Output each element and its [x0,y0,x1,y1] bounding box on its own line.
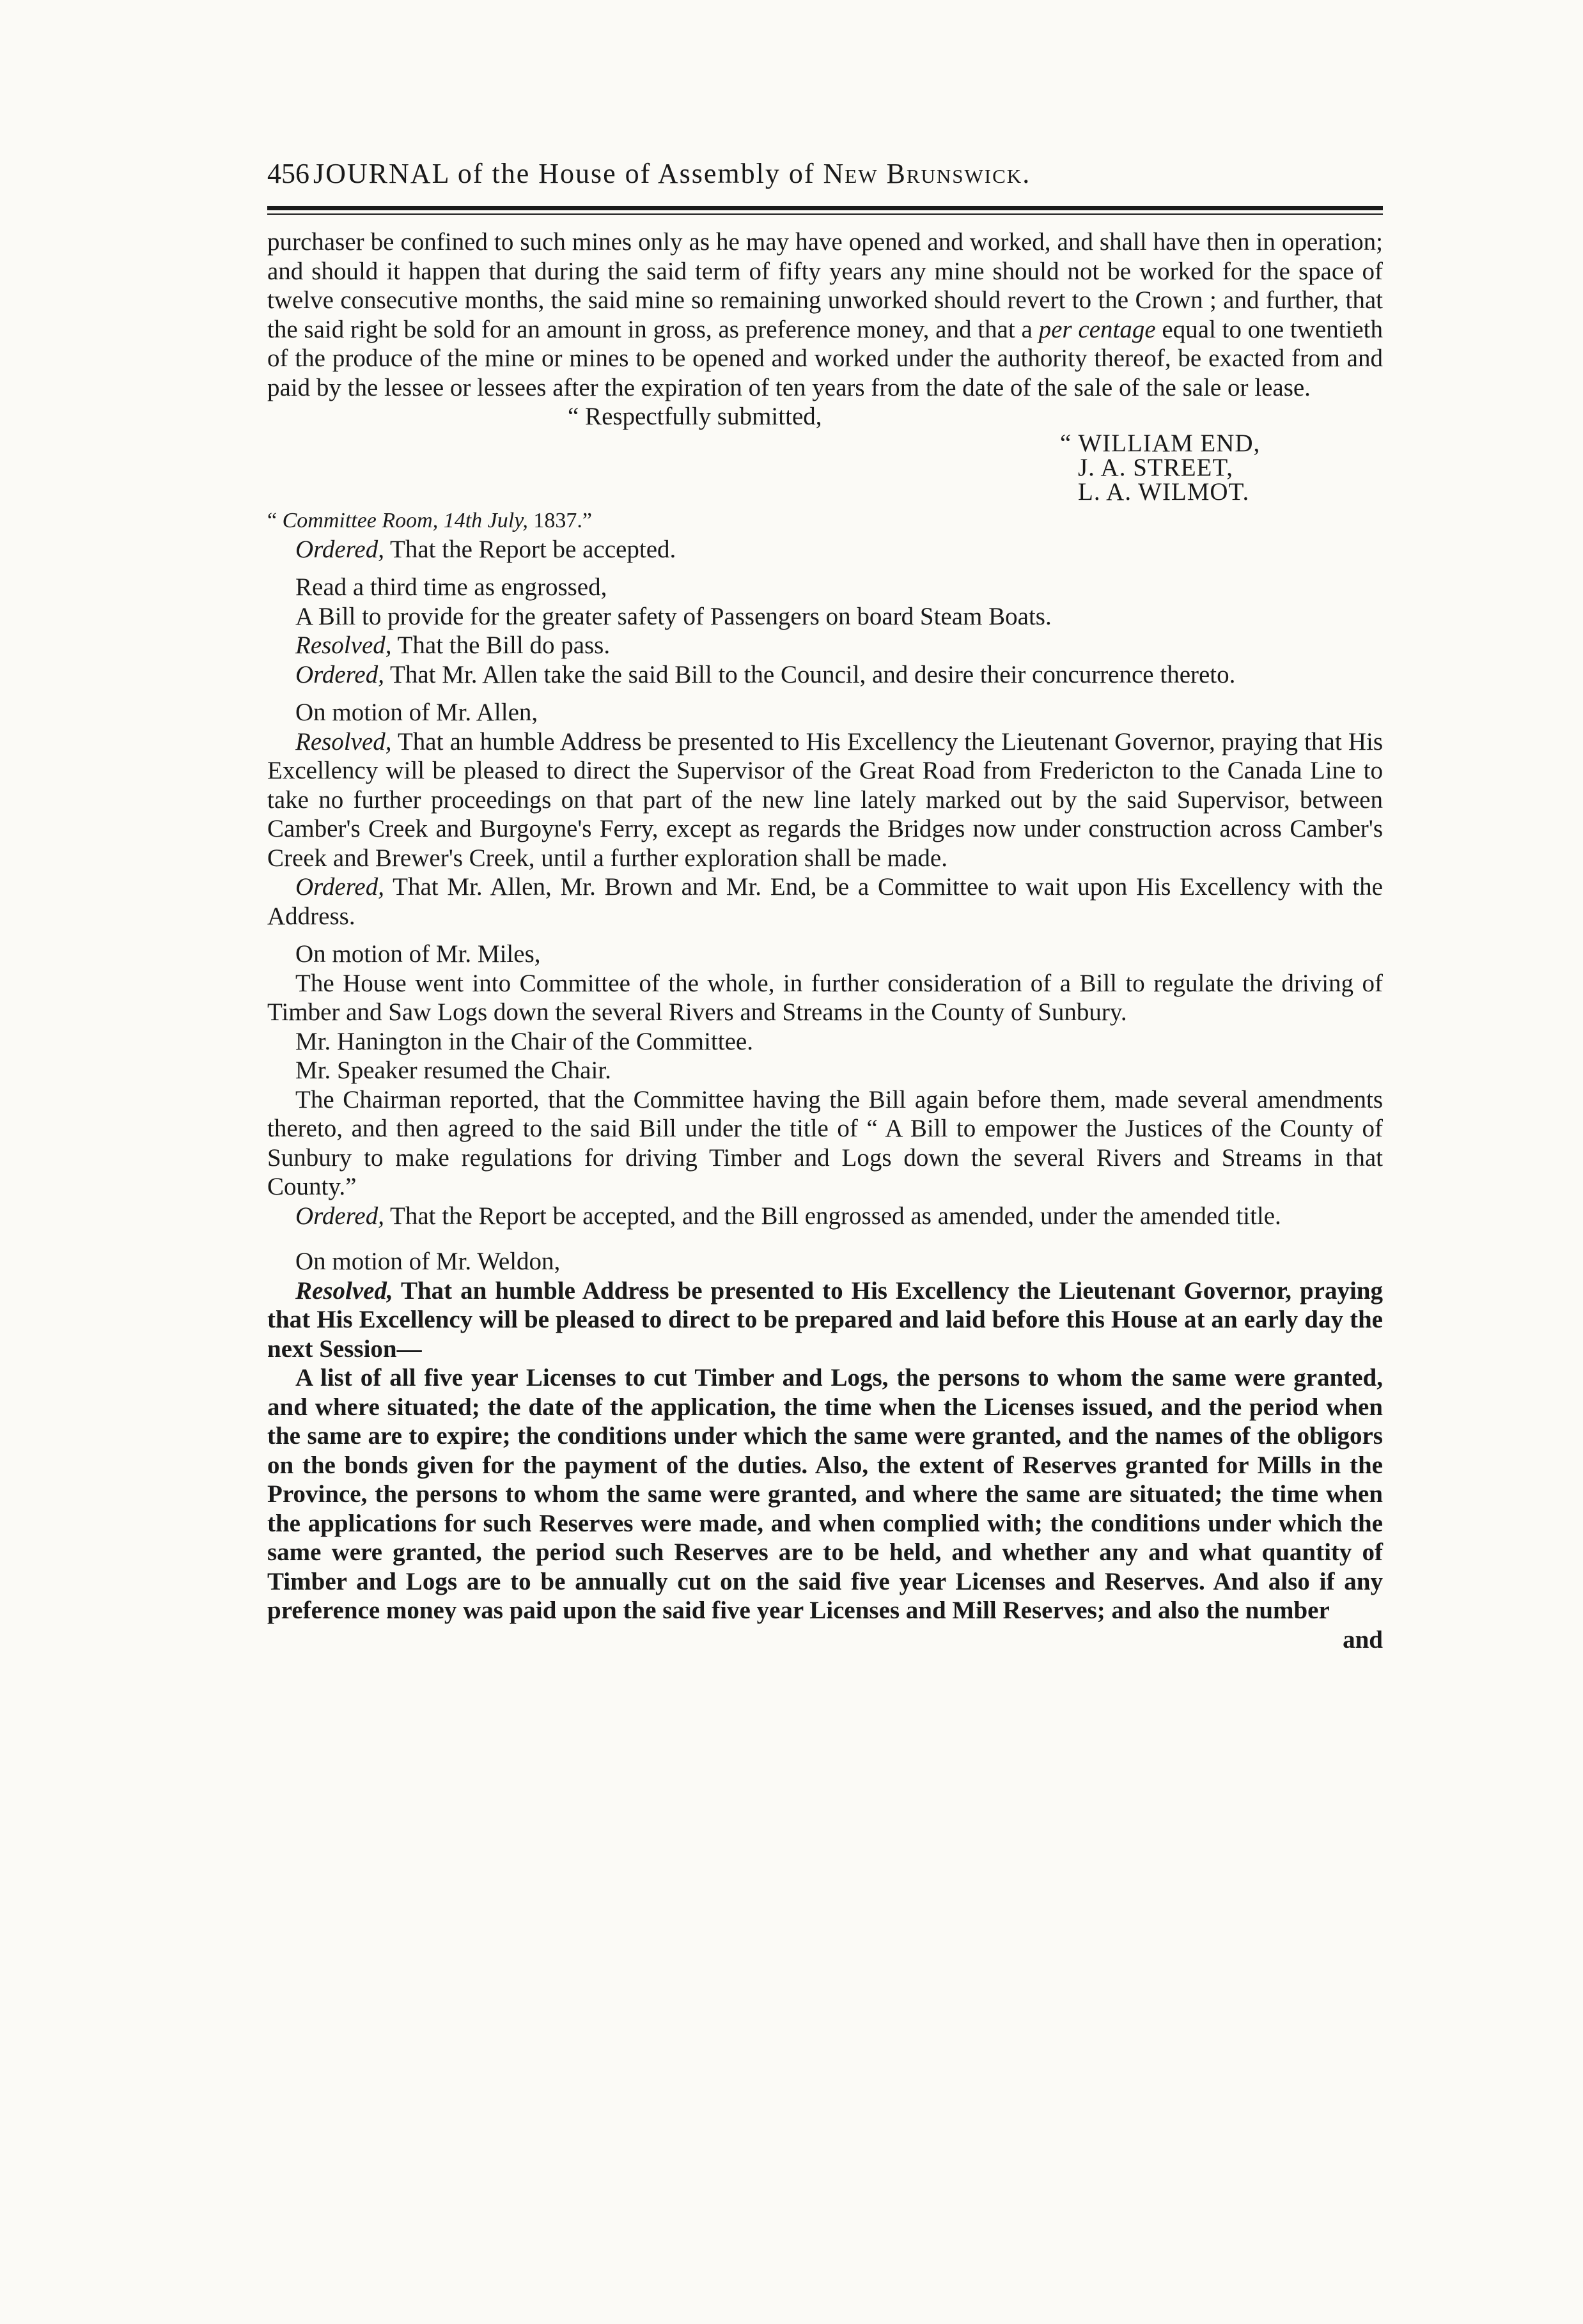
dateline [267,507,1383,535]
running-title-prefix: JOURNAL of the House of Assembly of [313,158,823,189]
paragraph-committee-whole: The House went into Committee of the whole, in further consideration of a Bill to regulate the driving of Timber and Saw Logs down the several Rivers and Streams in the County of Sunbury. [267,969,1383,1026]
paragraph-text: That the Report be accepted. [384,535,676,563]
signatory-street: J. A. STREET, [1078,453,1234,481]
resolved-label: Resolved, [295,631,392,659]
page-number: 456 [267,158,309,189]
ordered-label: Ordered, [295,1202,384,1230]
paragraph-licenses-list: A list of all five year Licenses to cut Timber and Logs, the persons to whom the same were granted, and where situated; the date of the application, the time when the Licenses issued, and the period when the same are to expire; the conditions under which the same were granted, and the names of the obligors on the bonds given for the payment of the duties. Also, the extent of Reserves granted for Mills in the Province, the persons to whom the same were granted, and where the same are situated; the time when the applications for such Reserves were made, and when complied with; the conditions under which the same were granted, the period such Reserves are to be held, and whether any and what quantity of Timber and Logs are to be annually cut on the said five year Licenses and Reserves. And also if any preference money was paid upon the said five year Licenses and Mill Reserves; and also the number [267,1364,1383,1624]
ordered-label: Ordered, [295,535,384,563]
ordered-label: Ordered, [295,660,384,688]
paragraph-ordered-engrossed [267,1202,1383,1231]
signoff: “ Respectfully submitted, [568,403,822,430]
header-rule-thin [267,213,1383,215]
journal-page [267,157,1383,1654]
ordered-label: Ordered, [295,873,384,901]
paragraph-text: equal to one twentieth of the produce of the mine or mines to be opened and worked under the authority thereof, be exacted from and paid by the lessee or lessees after the expiration of ten years from the date of the sale of the sale or lease. [267,315,1384,401]
running-title [313,157,1031,190]
catchword: and [1343,1625,1383,1654]
paragraph-motion-allen: On motion of Mr. Allen, [295,699,538,726]
paragraph-steam-boats-bill: A Bill to provide for the greater safety of Passengers on board Steam Boats. [295,602,1052,630]
resolved-label: Resolved, [295,727,392,755]
paragraph-text: That the Bill do pass. [391,631,611,659]
paragraph-text: That an humble Address be presented to His Excellency the Lieutenant Governor, praying that His Excellency will be pleased to direct the Supervisor of the Great Road from Fredericton to the Canada Line to take no further proceedings on that part of the new line lately marked out by the said Supervisor, between Camber's Creek and Burgoyne's Ferry, except as regards the Bridges now under construction across Camber's Creek and Brewer's Creek, until a further exploration shall be made. [267,727,1383,872]
paragraph-text: That Mr. Allen, Mr. Brown and Mr. End, be a Committee to wait upon His Excellency with the Address. [267,873,1383,930]
paragraph-text: That the Report be accepted, and the Bill engrossed as amended, under the amended title. [384,1202,1281,1230]
paragraph-text: That Mr. Allen take the said Bill to the Council, and desire their concurrence thereto. [384,660,1236,688]
dateline-year: 1837.” [527,508,593,532]
resolved-label: Resolved, [295,1276,393,1305]
paragraph-third-reading: Read a third time as engrossed, [295,573,607,601]
running-title-place: New Brunswick. [823,158,1031,189]
paragraph-ordered-committee [267,872,1383,931]
paragraph-resolved-address-licenses [267,1276,1383,1364]
paragraph-resolved-pass [267,631,1383,660]
paragraph-text: purchaser be confined to such mines only as he may have opened and worked, and shall have then in operation; and should it happen that during the said term of fifty years any mine should not be worked for the space of twelve consecutive months, the said mine so remaining unworked should revert to the Crown ; and further, that the said right be sold for an amount in gross, as preference money, and that a [267,228,1383,343]
paragraph-mines-report [267,228,1383,402]
signatories [1060,431,1383,504]
dateline-place: Committee Room, 14th July, [282,508,528,532]
signatory-wilmot: L. A. WILMOT. [1078,477,1250,506]
header-rule-thick [267,206,1383,210]
paragraph-text: That an humble Address be presented to His Excellency the Lieutenant Governor, praying that His Excellency will be pleased to direct to be prepared and laid before this House at an early day the next Session— [267,1276,1383,1363]
paragraph-ordered-accepted [267,535,1383,564]
paragraph-motion-miles: On motion of Mr. Miles, [295,940,541,968]
dateline-quote: “ [267,508,283,532]
paragraph-ordered-council [267,660,1383,690]
paragraph-motion-weldon: On motion of Mr. Weldon, [295,1248,561,1275]
italic-term: per centage [1038,315,1156,343]
page-header [267,157,1383,203]
paragraph-resolved-address-road [267,727,1383,873]
paragraph-hanington-chair: Mr. Hanington in the Chair of the Committee. [295,1027,753,1055]
signatory-end: “ WILLIAM END, [1060,429,1261,457]
paragraph-chairman-report: The Chairman reported, that the Committee having the Bill again before them, made several amendments thereto, and then agreed to the said Bill under the title of “ A Bill to empower the Justices of the County of Sunbury to make regulations for driving Timber and Logs down the several Rivers and Streams in that County.” [267,1085,1383,1200]
paragraph-speaker-chair: Mr. Speaker resumed the Chair. [295,1057,611,1084]
